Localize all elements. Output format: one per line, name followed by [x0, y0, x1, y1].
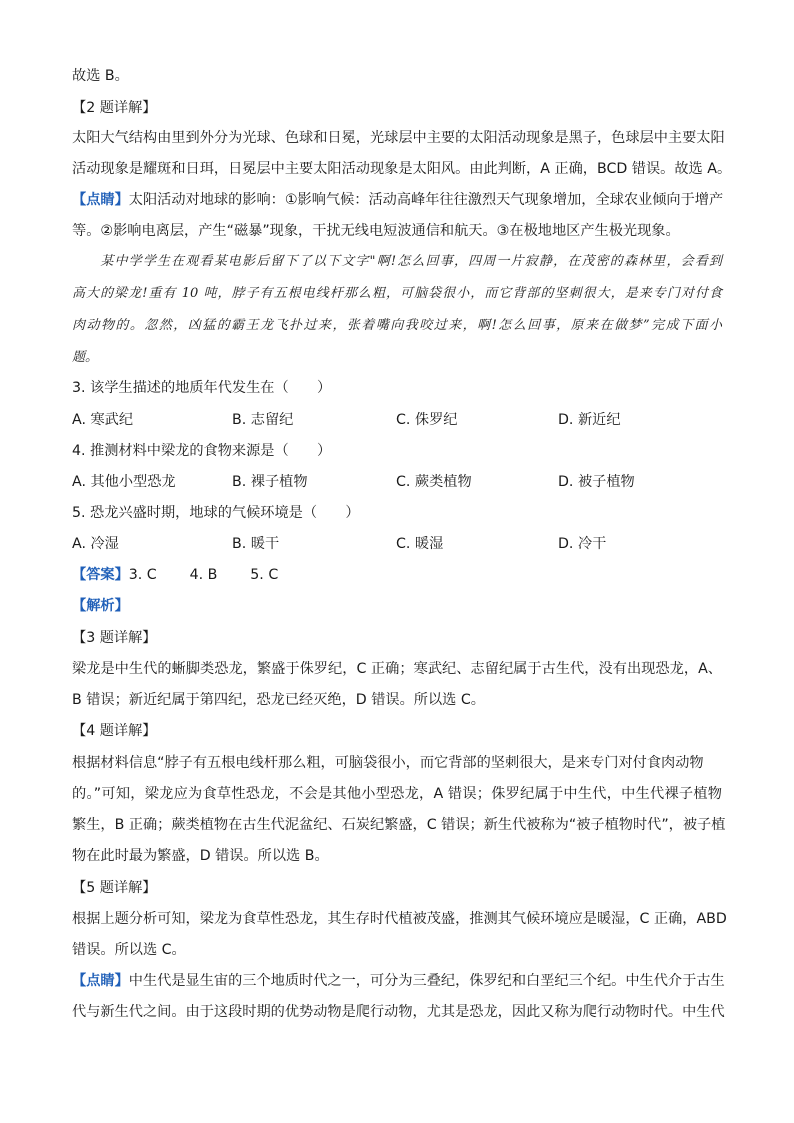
answer-text: 3. C 4. B 5. C	[128, 567, 279, 583]
option-b: B. 志留纪	[232, 412, 294, 428]
question-stem: 4. 推测材料中梁龙的食物来源是（ ）	[72, 443, 332, 459]
option-a: A. 寒武纪	[72, 412, 134, 428]
question-stem: 3. 该学生描述的地质年代发生在（ ）	[72, 380, 332, 396]
answer-tag: 【答案】	[72, 567, 129, 583]
note-text: 中生代是显生宙的三个地质时代之一，可分为三叠纪，侏罗纪和白垩纪三个纪。中生代介于古生	[128, 973, 725, 989]
section-heading: 【3 题详解】	[72, 630, 157, 646]
section-heading: 【2 题详解】	[72, 100, 157, 116]
option-c: C. 侏罗纪	[396, 412, 458, 428]
option-c: C. 蕨类植物	[396, 474, 472, 490]
note-text: 太阳活动对地球的影响：①影响气候：活动高峰年往往激烈天气现象增加，全球农业倾向于增产	[128, 192, 724, 208]
material-line: 肉动物的。忽然，凶猛的霸王龙飞扑过来，张着嘴向我咬过来，啊!怎么回事，原来在做梦”完成下面小	[72, 318, 722, 333]
text-line: 等。②影响电离层，产生“磁暴”现象，干扰无线电短波通信和航天。③在极地地区产生极光现象。	[72, 223, 680, 239]
note-line	[72, 190, 722, 210]
option-c: C. 暖湿	[396, 536, 444, 552]
text-line: 物在此时最为繁盛，D 错误。所以选 B。	[72, 848, 329, 864]
option-b: B. 裸子植物	[232, 474, 308, 490]
text-line: 根据材料信息“脖子有五根电线杆那么粗，可脑袋很小，而它背部的坚刺很大，是来专门对付食肉动物	[72, 755, 704, 771]
option-a: A. 其他小型恐龙	[72, 474, 176, 490]
section-heading: 【4 题详解】	[72, 723, 157, 739]
text-line: 活动现象是耀斑和日珥，日冕层中主要太阳活动现象是太阳风。由此判断，A 正确，BCD 错误。故选 A。	[72, 161, 732, 177]
option-d: D. 冷干	[558, 536, 607, 552]
option-b: B. 暖干	[232, 536, 280, 552]
section-heading: 【5 题详解】	[72, 880, 157, 896]
note-line	[72, 971, 725, 991]
question-stem: 5. 恐龙兴盛时期，地球的气候环境是（ ）	[72, 505, 360, 521]
note-line: 代与新生代之间。由于这段时期的优势动物是爬行动物，尤其是恐龙，因此又称为爬行动物时代。中生代	[72, 1004, 725, 1020]
option-d: D. 被子植物	[558, 474, 635, 490]
note-tag: 【点睛】	[72, 973, 129, 989]
text-line: 根据上题分析可知，梁龙为食草性恐龙，其生存时代植被茂盛，推测其气候环境应是暖湿，C 正确，ABD	[72, 911, 727, 927]
text-line: 繁生，B 正确；蕨类植物在古生代泥盆纪、石炭纪繁盛，C 错误；新生代被称为“被子植物时代”，被子植	[72, 817, 726, 833]
material-line: 高大的梁龙!重有 10 吨，脖子有五根电线杆那么粗，可脑袋很小，而它背部的坚刺很大，是来专门对付食	[72, 286, 722, 301]
material-line: 题。	[72, 350, 99, 365]
text-line: 的。”可知，梁龙应为食草性恐龙，不会是其他小型恐龙，A 错误；侏罗纪属于中生代，中生代裸子植物	[72, 786, 722, 802]
analysis-tag: 【解析】	[72, 598, 129, 614]
text-line: 太阳大气结构由里到外分为光球、色球和日冕，光球层中主要的太阳活动现象是黑子，色球层中主要太阳	[72, 130, 725, 146]
material-line: 某中学学生在观看某电影后留下了以下文字"啊!怎么回事，四周一片寂静，在茂密的森林里，会看到	[72, 254, 722, 269]
option-a: A. 冷湿	[72, 536, 119, 552]
note-tag: 【点睛】	[72, 192, 129, 208]
text-line: B 错误；新近纪属于第四纪，恐龙已经灭绝，D 错误。所以选 C。	[72, 692, 485, 708]
option-d: D. 新近纪	[558, 412, 621, 428]
text-line: 梁龙是中生代的蜥脚类恐龙，繁盛于侏罗纪，C 正确；寒武纪、志留纪属于古生代，没有出现恐龙，A、	[72, 661, 722, 677]
text-line: 故选 B。	[72, 68, 129, 84]
answer-line	[72, 565, 722, 585]
text-line: 错误。所以选 C。	[72, 942, 186, 958]
